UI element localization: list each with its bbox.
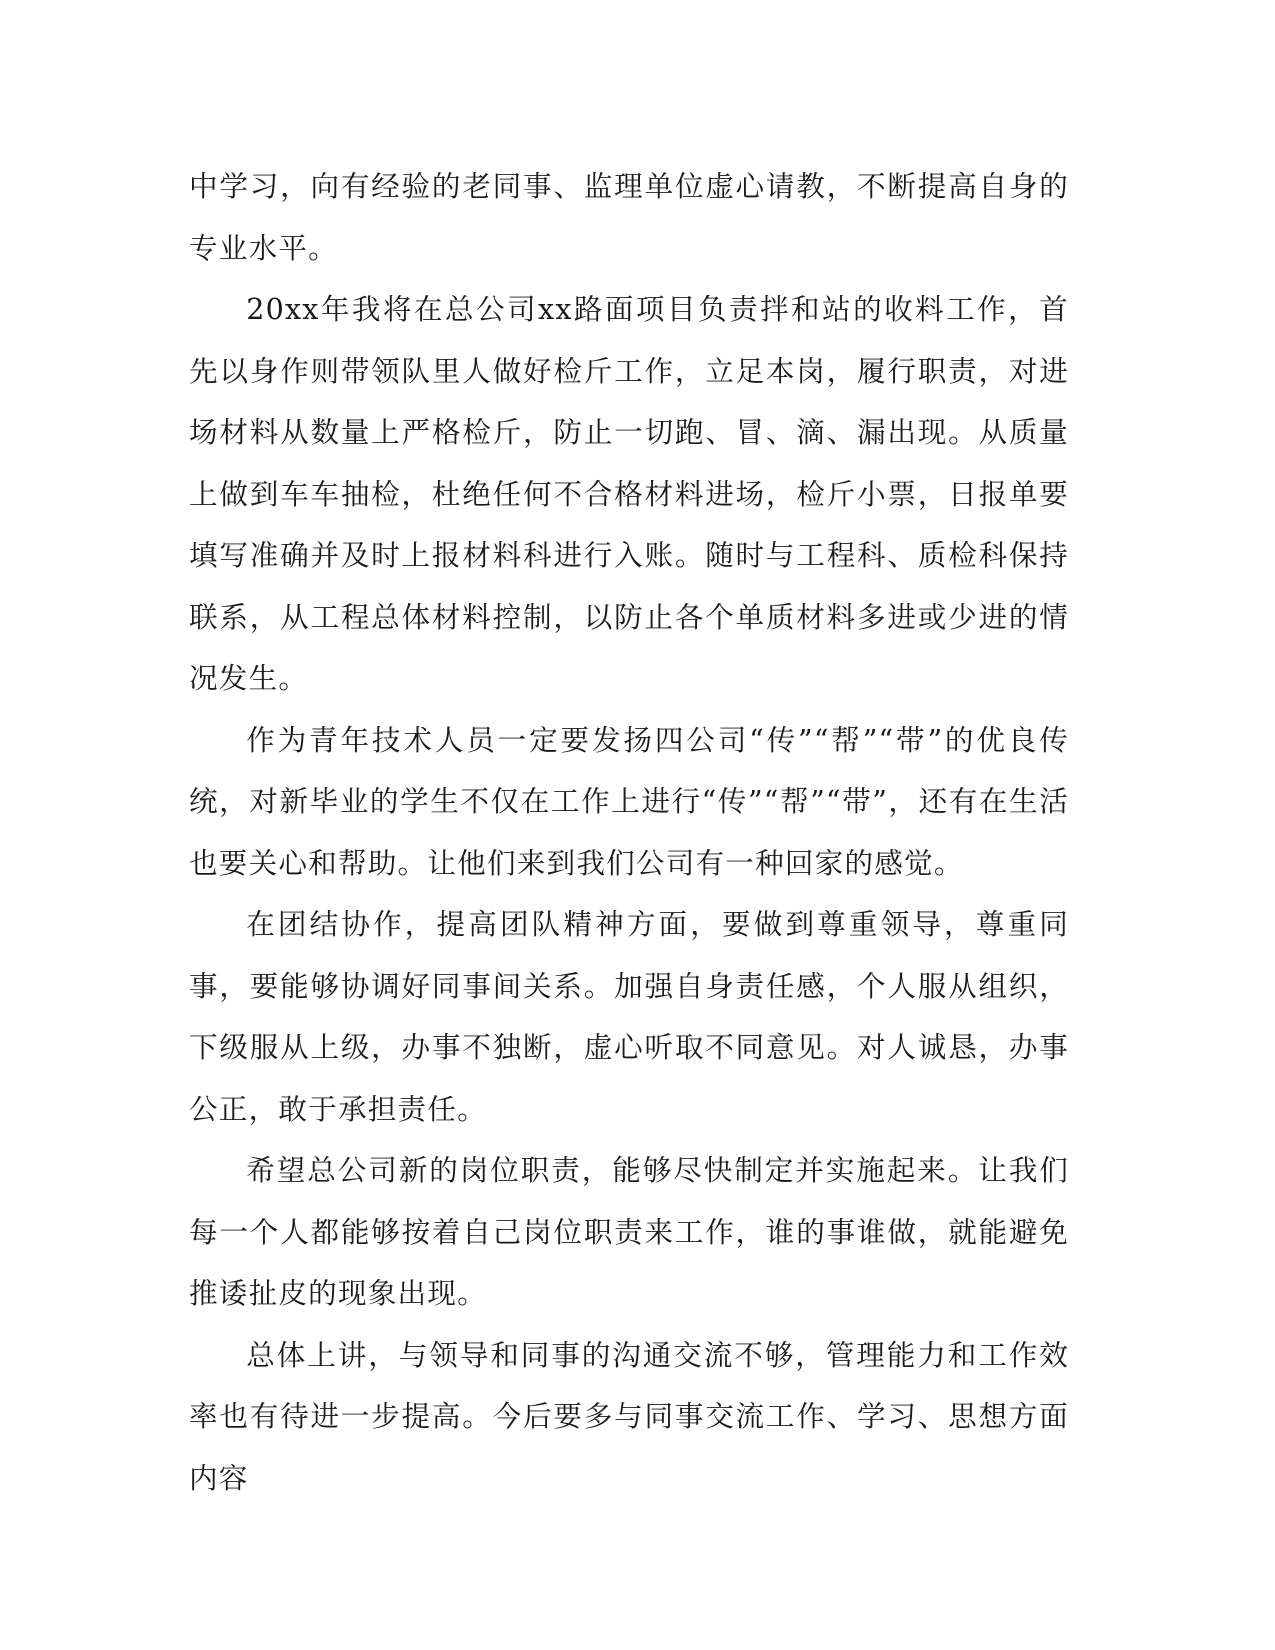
paragraph-1: 中学习，向有经验的老同事、监理单位虚心请教，不断提高自身的专业水平。 [189, 169, 1069, 265]
document-body [189, 156, 1069, 1509]
paragraph-4: 在团结协作，提高团队精神方面，要做到尊重领导，尊重同事，要能够协调好同事间关系。加强自身责任感，个人服从组织，下级服从上级，办事不独断，虚心听取不同意见。对人诚恳，办事公正，敢于承担责任。 [189, 907, 1069, 1126]
paragraph-2: 20xx年我将在总公司xx路面项目负责拌和站的收料工作，首先以身作则带领队里人做好检斤工作，立足本岗，履行职责，对进场材料从数量上严格检斤，防止一切跑、冒、滴、漏出现。从质量上做到车车抽检，杜绝任何不合格材料进场，检斤小票，日报单要填写准确并及时上报材料科进行入账。随时与工程科、质检科保持联系，从工程总体材料控制，以防止各个单质材料多进或少进的情况发生。 [189, 292, 1069, 695]
paragraph-5: 希望总公司新的岗位职责，能够尽快制定并实施起来。让我们每一个人都能够按着自己岗位职责来工作，谁的事谁做，就能避免推诿扯皮的现象出现。 [189, 1153, 1069, 1310]
paragraph-6: 总体上讲，与领导和同事的沟通交流不够，管理能力和工作效率也有待进一步提高。今后要多与同事交流工作、学习、思想方面内容 [189, 1337, 1069, 1495]
paragraph-3: 作为青年技术人员一定要发扬四公司“传”“帮”“带”的优良传统，对新毕业的学生不仅在工作上进行“传”“帮”“带”，还有在生活也要关心和帮助。让他们来到我们公司有一种回家的感觉。 [189, 722, 1069, 880]
